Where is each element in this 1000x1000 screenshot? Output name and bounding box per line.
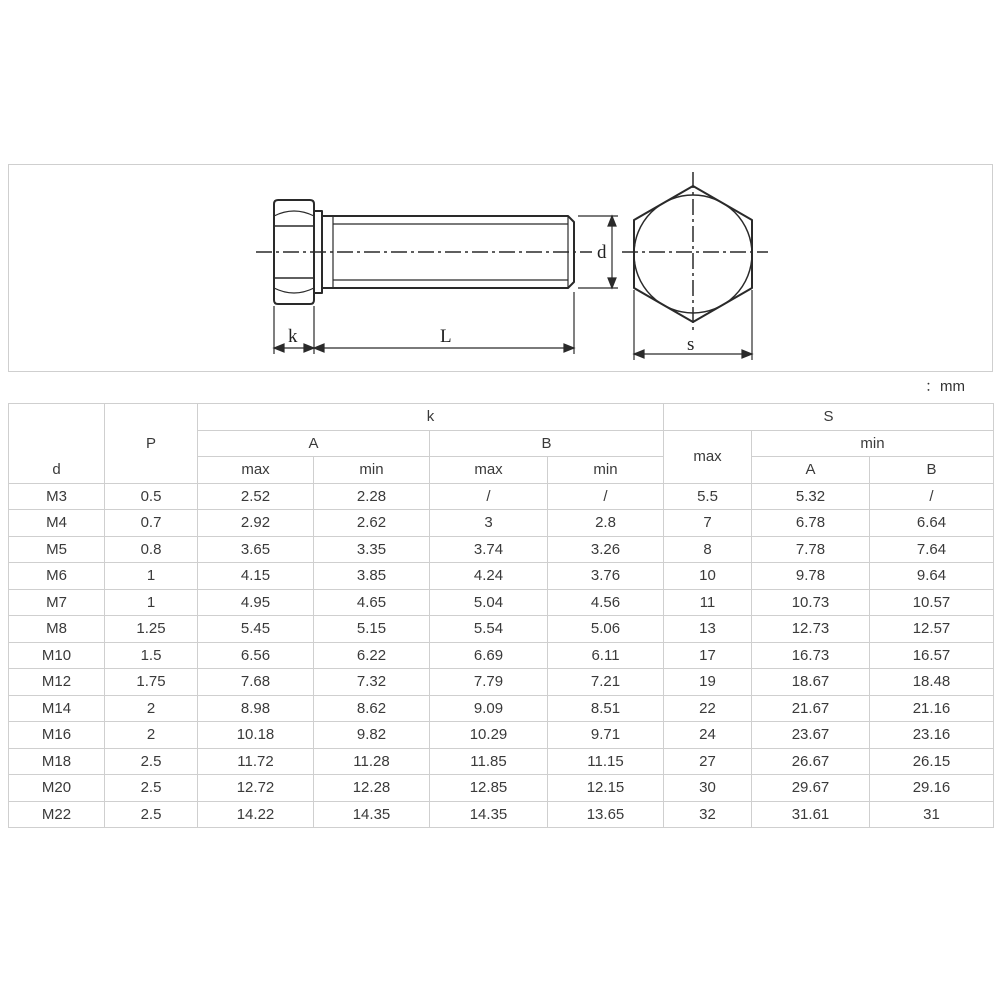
- table-row: [9, 616, 994, 643]
- table-cell: 7.64: [870, 536, 994, 563]
- table-cell: M14: [9, 695, 105, 722]
- table-cell: 26.67: [752, 748, 870, 775]
- table-cell: 3.74: [430, 536, 548, 563]
- table-row: [9, 695, 994, 722]
- table-cell: 0.5: [105, 483, 198, 510]
- table-cell: 2.92: [198, 510, 314, 537]
- table-cell: 6.22: [314, 642, 430, 669]
- dim-label-L: L: [440, 326, 452, 347]
- head-chamfer-bottom: [274, 288, 314, 293]
- table-cell: 5.06: [548, 616, 664, 643]
- table-cell: 19: [664, 669, 752, 696]
- table-cell: 22: [664, 695, 752, 722]
- bolt-drawing: [8, 164, 993, 374]
- table-cell: 2.5: [105, 748, 198, 775]
- table-cell: 11.28: [314, 748, 430, 775]
- table-cell: 8.51: [548, 695, 664, 722]
- header-row-1: [9, 404, 994, 431]
- table-cell: 31: [870, 801, 994, 828]
- table-cell: 8.98: [198, 695, 314, 722]
- table-cell: 29.16: [870, 775, 994, 802]
- table-cell: 5.54: [430, 616, 548, 643]
- table-cell: 24: [664, 722, 752, 749]
- table-cell: 18.67: [752, 669, 870, 696]
- table-cell: 18.48: [870, 669, 994, 696]
- table-cell: 23.16: [870, 722, 994, 749]
- table-cell: 3: [430, 510, 548, 537]
- s-arrow-left: [634, 350, 644, 358]
- header-k-B-max: max: [430, 457, 548, 484]
- table-cell: 2.8: [548, 510, 664, 537]
- table-cell: 12.28: [314, 775, 430, 802]
- header-S: S: [664, 404, 994, 431]
- table-cell: 2.52: [198, 483, 314, 510]
- header-k-B-min: min: [548, 457, 664, 484]
- table-cell: 16.73: [752, 642, 870, 669]
- header-k-A-min: min: [314, 457, 430, 484]
- table-row: [9, 748, 994, 775]
- table-cell: 10.73: [752, 589, 870, 616]
- table-cell: /: [430, 483, 548, 510]
- table-cell: 2.28: [314, 483, 430, 510]
- table-cell: 1.25: [105, 616, 198, 643]
- table-cell: 27: [664, 748, 752, 775]
- header-S-max: max: [664, 430, 752, 483]
- table-cell: 3.26: [548, 536, 664, 563]
- table-cell: M8: [9, 616, 105, 643]
- table-cell: 2.5: [105, 801, 198, 828]
- table-cell: 11.72: [198, 748, 314, 775]
- table-cell: 1: [105, 589, 198, 616]
- table-cell: 5.5: [664, 483, 752, 510]
- table-cell: 11: [664, 589, 752, 616]
- table-cell: 12.73: [752, 616, 870, 643]
- table-cell: 1.75: [105, 669, 198, 696]
- table-cell: 10: [664, 563, 752, 590]
- table-cell: M20: [9, 775, 105, 802]
- table-cell: 12.57: [870, 616, 994, 643]
- table-cell: 5.32: [752, 483, 870, 510]
- table-cell: 9.78: [752, 563, 870, 590]
- table-cell: 4.15: [198, 563, 314, 590]
- table-cell: 17: [664, 642, 752, 669]
- table-cell: 0.7: [105, 510, 198, 537]
- table-cell: 5.15: [314, 616, 430, 643]
- header-P: P: [105, 404, 198, 484]
- table-cell: 4.65: [314, 589, 430, 616]
- table-cell: 3.85: [314, 563, 430, 590]
- header-S-min-B: B: [870, 457, 994, 484]
- table-cell: 7.78: [752, 536, 870, 563]
- table-cell: 1.5: [105, 642, 198, 669]
- table-row: [9, 775, 994, 802]
- table-cell: 12.72: [198, 775, 314, 802]
- table-cell: 12.15: [548, 775, 664, 802]
- table-cell: 1: [105, 563, 198, 590]
- table-cell: 13: [664, 616, 752, 643]
- table-cell: 14.35: [314, 801, 430, 828]
- table-cell: 8.62: [314, 695, 430, 722]
- table-row: [9, 589, 994, 616]
- L-arrow-left: [314, 344, 324, 352]
- table-cell: 3.65: [198, 536, 314, 563]
- L-arrow-right: [564, 344, 574, 352]
- table-cell: M10: [9, 642, 105, 669]
- table-cell: 7.21: [548, 669, 664, 696]
- table-cell: M12: [9, 669, 105, 696]
- table-cell: 6.56: [198, 642, 314, 669]
- d-arrow-bottom: [608, 278, 616, 288]
- table-cell: 23.67: [752, 722, 870, 749]
- table-cell: 6.69: [430, 642, 548, 669]
- table-row: [9, 510, 994, 537]
- table-cell: 7.32: [314, 669, 430, 696]
- table-cell: 21.67: [752, 695, 870, 722]
- table-cell: 12.85: [430, 775, 548, 802]
- dim-label-d: d: [597, 242, 607, 263]
- table-cell: 6.64: [870, 510, 994, 537]
- table-cell: 0.8: [105, 536, 198, 563]
- table-cell: M7: [9, 589, 105, 616]
- table-cell: 2: [105, 722, 198, 749]
- spec-sheet: [8, 164, 993, 844]
- table-cell: 4.24: [430, 563, 548, 590]
- table-cell: 29.67: [752, 775, 870, 802]
- table-cell: 21.16: [870, 695, 994, 722]
- table-cell: 13.65: [548, 801, 664, 828]
- table-cell: 3.35: [314, 536, 430, 563]
- table-cell: 32: [664, 801, 752, 828]
- table-row: [9, 801, 994, 828]
- k-arrow-left: [274, 344, 284, 352]
- d-arrow-top: [608, 216, 616, 226]
- table-row: [9, 563, 994, 590]
- table-cell: 16.57: [870, 642, 994, 669]
- table-cell: M16: [9, 722, 105, 749]
- unit-label: ：mm: [925, 378, 965, 395]
- table-cell: 9.64: [870, 563, 994, 590]
- table-cell: 3.76: [548, 563, 664, 590]
- table-row: [9, 669, 994, 696]
- table-cell: 31.61: [752, 801, 870, 828]
- table-cell: 7: [664, 510, 752, 537]
- header-S-min-A: A: [752, 457, 870, 484]
- table-cell: 4.95: [198, 589, 314, 616]
- header-k-B: B: [430, 430, 664, 457]
- header-d: d: [9, 404, 105, 484]
- table-cell: 7.68: [198, 669, 314, 696]
- table-row: [9, 642, 994, 669]
- table-cell: 26.15: [870, 748, 994, 775]
- table-cell: 10.29: [430, 722, 548, 749]
- header-k: k: [198, 404, 664, 431]
- table-cell: 9.71: [548, 722, 664, 749]
- table-cell: 2: [105, 695, 198, 722]
- table-cell: M18: [9, 748, 105, 775]
- table-cell: M22: [9, 801, 105, 828]
- table-cell: 9.82: [314, 722, 430, 749]
- table-cell: 9.09: [430, 695, 548, 722]
- table-row: [9, 536, 994, 563]
- header-S-min: min: [752, 430, 994, 457]
- table-cell: /: [870, 483, 994, 510]
- table-cell: 6.11: [548, 642, 664, 669]
- table-row: [9, 483, 994, 510]
- drawing-frame: [9, 165, 993, 372]
- table-cell: 10.57: [870, 589, 994, 616]
- table-cell: 2.5: [105, 775, 198, 802]
- table-cell: 6.78: [752, 510, 870, 537]
- s-arrow-right: [742, 350, 752, 358]
- table-cell: M6: [9, 563, 105, 590]
- table-cell: M3: [9, 483, 105, 510]
- header-k-A-max: max: [198, 457, 314, 484]
- table-cell: M4: [9, 510, 105, 537]
- table-cell: 11.85: [430, 748, 548, 775]
- header-k-A: A: [198, 430, 430, 457]
- dim-label-s: s: [687, 334, 695, 355]
- table-cell: 10.18: [198, 722, 314, 749]
- dim-label-k: k: [288, 326, 298, 347]
- table-cell: 5.45: [198, 616, 314, 643]
- table-cell: M5: [9, 536, 105, 563]
- table-cell: 4.56: [548, 589, 664, 616]
- table-cell: 2.62: [314, 510, 430, 537]
- table-cell: 11.15: [548, 748, 664, 775]
- table-row: [9, 722, 994, 749]
- table-cell: 30: [664, 775, 752, 802]
- dimension-table: [8, 403, 994, 828]
- table-cell: /: [548, 483, 664, 510]
- table-cell: 14.22: [198, 801, 314, 828]
- table-cell: 7.79: [430, 669, 548, 696]
- table-cell: 8: [664, 536, 752, 563]
- table-cell: 14.35: [430, 801, 548, 828]
- table-cell: 5.04: [430, 589, 548, 616]
- head-chamfer-top: [274, 211, 314, 216]
